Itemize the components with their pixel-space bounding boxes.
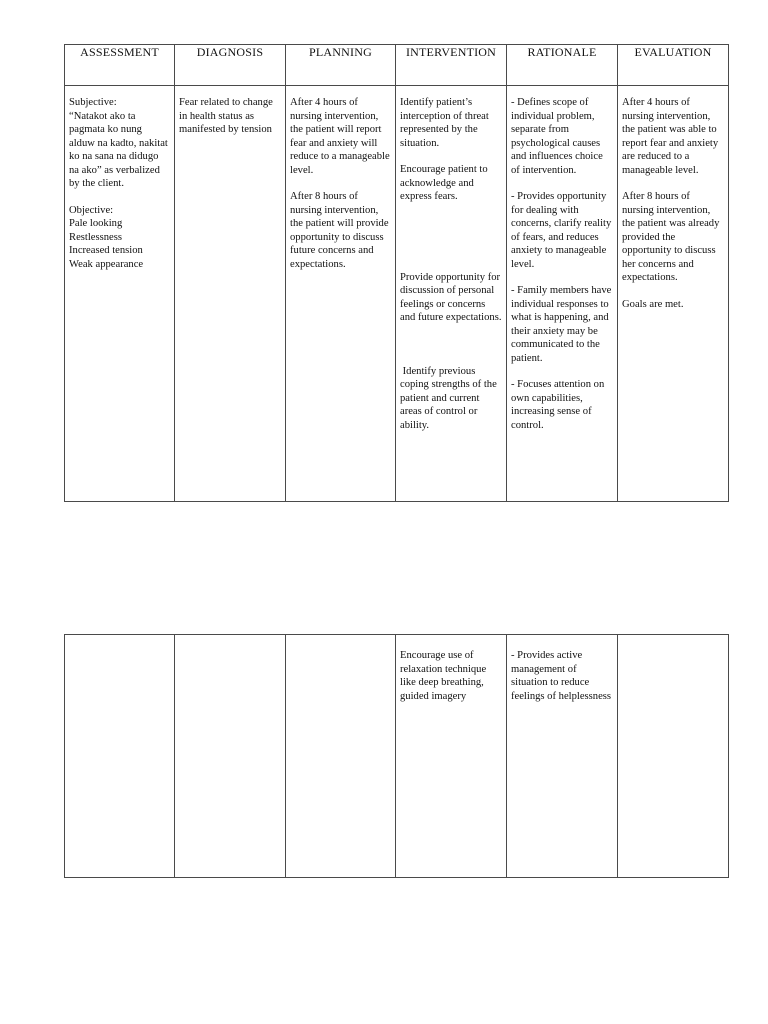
intervention-item: Encourage use of relaxation technique like deep breathing, guided imagery bbox=[400, 650, 487, 702]
intervention-cell bbox=[396, 86, 507, 502]
rationale-cell bbox=[507, 635, 618, 878]
rationale-item: - Provides opportunity for dealing with concerns, clarify reality of fears, and reduces anxiety to manageable level. bbox=[511, 191, 612, 270]
header-rationale: RATIONALE bbox=[507, 45, 618, 86]
nursing-care-plan-table bbox=[64, 44, 729, 502]
header-assessment: ASSESSMENT bbox=[65, 45, 175, 86]
planning-goal: After 4 hours of nursing intervention, the patient will report fear and anxiety will reduce to a manageable level. bbox=[290, 97, 390, 176]
objective-item: Pale looking bbox=[69, 218, 123, 229]
subjective-text: “Natakot ako ta pagmata ko nung alduw na kadto, nakitat ko na sana na didugo na ako” as verbalized by the client. bbox=[69, 110, 168, 189]
objective-label: Objective: bbox=[69, 204, 114, 216]
assessment-cell-empty bbox=[65, 635, 175, 878]
subjective-label: Subjective: bbox=[69, 97, 117, 108]
evaluation-cell bbox=[618, 86, 729, 502]
header-evaluation: EVALUATION bbox=[618, 45, 729, 86]
intervention-item: Provide opportunity for discussion of personal feelings or concerns and future expectations. bbox=[400, 271, 502, 323]
objective-item: Weak appearance bbox=[69, 258, 144, 270]
diagnosis-cell bbox=[175, 86, 286, 502]
planning-cell bbox=[286, 86, 396, 502]
diagnosis-cell-empty bbox=[175, 635, 286, 878]
nursing-care-plan-continuation-table bbox=[64, 634, 729, 878]
evaluation-cell-empty bbox=[618, 635, 729, 878]
rationale-item: - Defines scope of individual problem, separate from psychological causes and influences choice of intervention. bbox=[511, 97, 603, 176]
evaluation-result: Goals are met. bbox=[622, 298, 684, 310]
intervention-item: Identify patient’s interception of threat represented by the situation. bbox=[400, 97, 489, 149]
intervention-item: Encourage patient to acknowledge and express fears. bbox=[400, 164, 488, 202]
rationale-cell bbox=[507, 86, 618, 502]
objective-item: Increased tension bbox=[69, 245, 143, 256]
rationale-item: - Family members have individual responses to what is happening, and their anxiety may be communicated to the patient. bbox=[511, 285, 612, 364]
intervention-item: Identify previous coping strengths of the patient and current areas of control or ability. bbox=[400, 365, 500, 431]
header-diagnosis: DIAGNOSIS bbox=[175, 45, 286, 86]
rationale-item: - Provides active management of situation to reduce feelings of helplessness bbox=[511, 650, 612, 702]
continuation-row bbox=[65, 635, 729, 878]
planning-cell-empty bbox=[286, 635, 396, 878]
assessment-cell bbox=[65, 86, 175, 502]
care-plan-row bbox=[65, 86, 729, 502]
evaluation-item: After 8 hours of nursing intervention, the patient was already provided the opportunity to discuss her concerns and expectations. bbox=[622, 191, 720, 283]
diagnosis-text: Fear related to change in health status as manifested by tension bbox=[179, 97, 273, 135]
objective-item: Restlessness bbox=[69, 231, 122, 243]
header-planning: PLANNING bbox=[286, 45, 396, 86]
evaluation-item: After 4 hours of nursing intervention, the patient was able to report fear and anxiety are reduced to a manageable level. bbox=[622, 97, 719, 176]
intervention-cell bbox=[396, 635, 507, 878]
header-row bbox=[65, 45, 729, 86]
rationale-item: - Focuses attention on own capabilities, increasing sense of control. bbox=[511, 379, 605, 431]
header-intervention: INTERVENTION bbox=[396, 45, 507, 86]
planning-goal: After 8 hours of nursing intervention, the patient will provide opportunity to discuss future concerns and expectations. bbox=[290, 191, 389, 270]
